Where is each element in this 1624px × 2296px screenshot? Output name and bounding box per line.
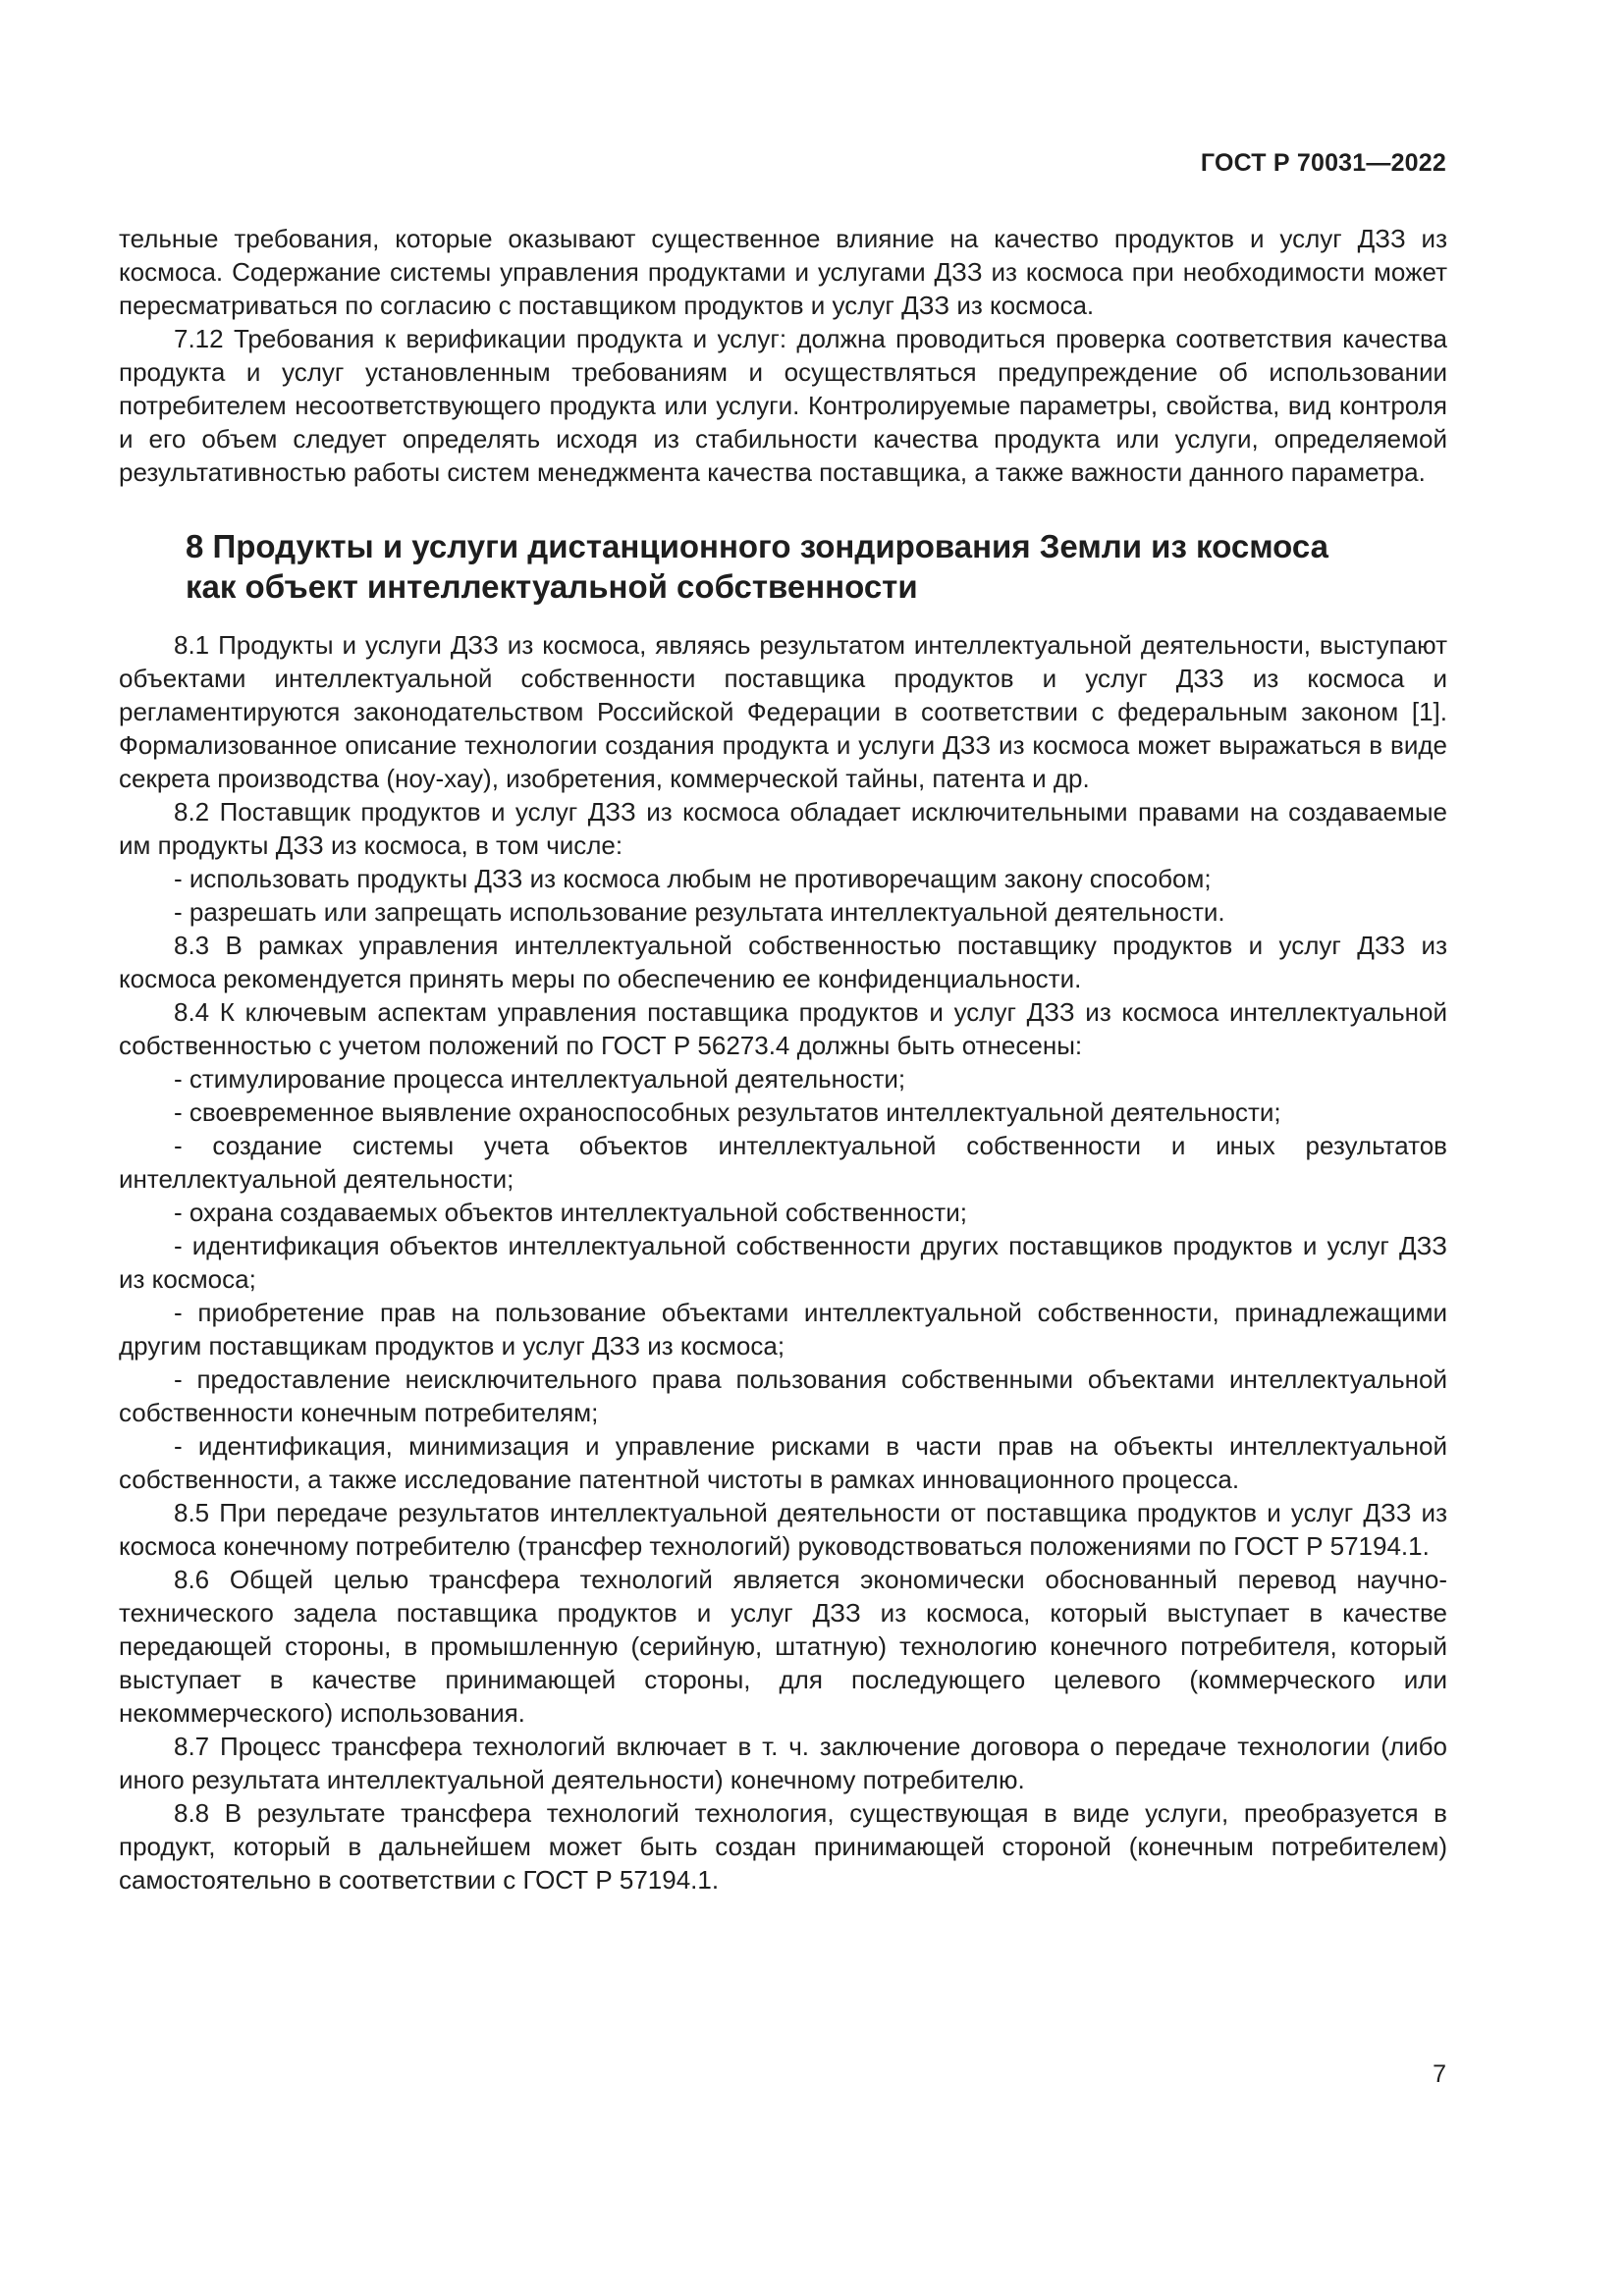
paragraph-8-5: 8.5 При передаче результатов интеллектуальной деятельности от поставщика продуктов и услуг ДЗЗ из космоса конечному потребителю (трансфер технологий) руководствоваться положениями по ГОСТ Р 57194.1.	[119, 1498, 1447, 1561]
page-number: 7	[1433, 2060, 1446, 2088]
paragraph-7-12: 7.12 Требования к верификации продукта и услуг: должна проводиться проверка соответствия качества продукта и услуг установленным требованиям и осуществляться предупреждение об использовании потребителем несоответствующего продукта или услуги. Контролируемые параметры, свойства, вид контроля и его объем следует определять исходя из стабильности качества продукта или услуги, определяемой результативностью работы систем менеджмента качества поставщика, а также важности данного параметра.	[119, 324, 1447, 487]
paragraph-8-3: 8.3 В рамках управления интеллектуальной собственностью поставщику продуктов и услуг ДЗЗ из космоса рекомендуется принять меры по обеспечению ее конфиденциальности.	[119, 931, 1447, 993]
section-8-title	[119, 526, 1447, 607]
paragraph-8-2: 8.2 Поставщик продуктов и услуг ДЗЗ из космоса обладает исключительными правами на создаваемые им продукты ДЗЗ из космоса, в том числе:	[119, 797, 1447, 860]
section-8-title-line-2: как объект интеллектуальной собственности	[186, 568, 918, 605]
list-item: - идентификация объектов интеллектуальной собственности других поставщиков продуктов и услуг ДЗЗ из космоса;	[119, 1231, 1447, 1294]
list-item: - стимулирование процесса интеллектуальной деятельности;	[174, 1064, 906, 1094]
list-item: - своевременное выявление охраноспособных результатов интеллектуальной деятельности;	[174, 1097, 1281, 1127]
list-item: - охрана создаваемых объектов интеллектуальной собственности;	[174, 1198, 967, 1227]
list-item: - идентификация, минимизация и управление рисками в части прав на объекты интеллектуальной собственности, а также исследование патентной чистоты в рамках инновационного процесса.	[119, 1431, 1447, 1494]
list-item: - приобретение прав на пользование объектами интеллектуальной собственности, принадлежащими другим поставщикам продуктов и услуг ДЗЗ из космоса;	[119, 1298, 1447, 1361]
paragraph-8-1: 8.1 Продукты и услуги ДЗЗ из космоса, являясь результатом интеллектуальной деятельности, выступают объектами интеллектуальной собственности поставщика продуктов и услуг ДЗЗ из космоса и регламентируются законодательством Российской Федерации в соответствии с федеральным законом [1]. Формализованное описание технологии создания продукта и услуги ДЗЗ из космоса может выражаться в виде секрета производства (ноу-хау), изобретения, коммерческой тайны, патента и др.	[119, 630, 1447, 793]
list-item: - предоставление неисключительного права пользования собственными объектами интеллектуальной собственности конечным потребителям;	[119, 1364, 1447, 1427]
list-item: - использовать продукты ДЗЗ из космоса любым не противоречащим закону способом;	[174, 864, 1212, 893]
list-item: - создание системы учета объектов интеллектуальной собственности и иных результатов интеллектуальной деятельности;	[119, 1131, 1447, 1194]
paragraph-7-11-continuation: тельные требования, которые оказывают существенное влияние на качество продуктов и услуг ДЗЗ из космоса. Содержание системы управления продуктами и услугами ДЗЗ из космоса при необходимости может пересматриваться по согласию с поставщиком продуктов и услуг ДЗЗ из космоса.	[119, 224, 1447, 320]
paragraph-8-4: 8.4 К ключевым аспектам управления поставщика продуктов и услуг ДЗЗ из космоса интеллектуальной собственностью с учетом положений по ГОСТ Р 56273.4 должны быть отнесены:	[119, 997, 1447, 1060]
document-code: ГОСТ Р 70031—2022	[1200, 149, 1446, 177]
list-item: - разрешать или запрещать использование результата интеллектуальной деятельности.	[174, 897, 1225, 927]
document-body	[119, 222, 1447, 1896]
paragraph-8-6: 8.6 Общей целью трансфера технологий является экономически обоснованный перевод научно-технического задела поставщика продуктов и услуг ДЗЗ из космоса, который выступает в качестве передающей стороны, в промышленную (серийную, штатную) технологию конечного потребителя, который выступает в качестве принимающей стороны, для последующего целевого (коммерческого или некоммерческого) использования.	[119, 1565, 1447, 1728]
paragraph-8-8: 8.8 В результате трансфера технологий технология, существующая в виде услуги, преобразуется в продукт, который в дальнейшем может быть создан принимающей стороной (конечным потребителем) самостоятельно в соответствии с ГОСТ Р 57194.1.	[119, 1798, 1447, 1895]
section-8-title-line-1: 8 Продукты и услуги дистанционного зондирования Земли из космоса	[186, 528, 1329, 564]
paragraph-8-7: 8.7 Процесс трансфера технологий включает в т. ч. заключение договора о передаче технологии (либо иного результата интеллектуальной деятельности) конечному потребителю.	[119, 1732, 1447, 1794]
